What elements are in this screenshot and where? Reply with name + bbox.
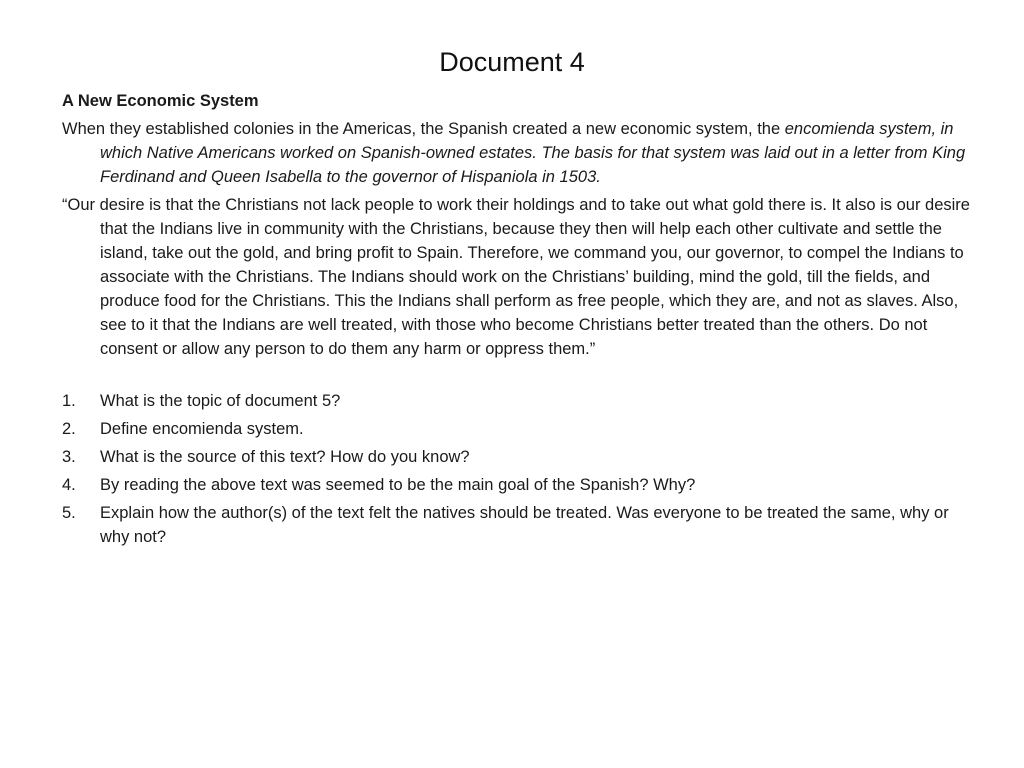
question-item	[62, 473, 972, 497]
question-item	[62, 389, 972, 413]
quote-paragraph: “Our desire is that the Christians not lack people to work their holdings and to take out what gold there is. It also is our desire that the Indians live in community with the Christians, because they then will help each other cultivate and settle the island, take out the gold, and bring profit to Spain. Therefore, we command you, our governor, to compel the Indians to associate with the Christians. The Indians should work on the Christians’ building, mind the gold, till the fields, and produce food for the Christians. This the Indians shall perform as free people, which they are, and not as slaves. Also, see to it that the Indians are well treated, with those who become Christians better treated than the others. Do not consent or allow any person to do them any harm or oppress them.”	[62, 196, 970, 358]
question-item	[62, 417, 972, 441]
question-text: What is the topic of document 5?	[100, 392, 341, 410]
question-number: 1.	[62, 392, 76, 410]
question-list	[62, 389, 972, 549]
question-text: What is the source of this text? How do you know?	[100, 448, 470, 466]
question-text: Explain how the author(s) of the text felt the natives should be treated. Was everyone to be treated the same, why or why not?	[100, 504, 949, 546]
section-heading: A New Economic System	[62, 92, 259, 110]
question-item	[62, 445, 972, 469]
question-text: Define encomienda system.	[100, 420, 304, 438]
question-number: 2.	[62, 420, 76, 438]
intro-paragraph	[62, 117, 972, 189]
intro-text: When they established colonies in the Americas, the Spanish created a new economic system, the	[62, 120, 785, 138]
question-number: 3.	[62, 448, 76, 466]
question-item	[62, 501, 972, 549]
question-number: 5.	[62, 504, 76, 522]
intro-italic-text: encomienda system, in which Native Americans worked on Spanish-owned estates. The basis for that system was laid out in a letter from King Ferdinand and Queen Isabella to the governor of Hispaniola in 1503.	[100, 120, 966, 186]
spacer	[62, 365, 972, 389]
question-number: 4.	[62, 476, 76, 494]
slide-title: Document 4	[439, 47, 585, 77]
question-text: By reading the above text was seemed to be the main goal of the Spanish? Why?	[100, 476, 696, 494]
slide-body	[62, 89, 972, 553]
